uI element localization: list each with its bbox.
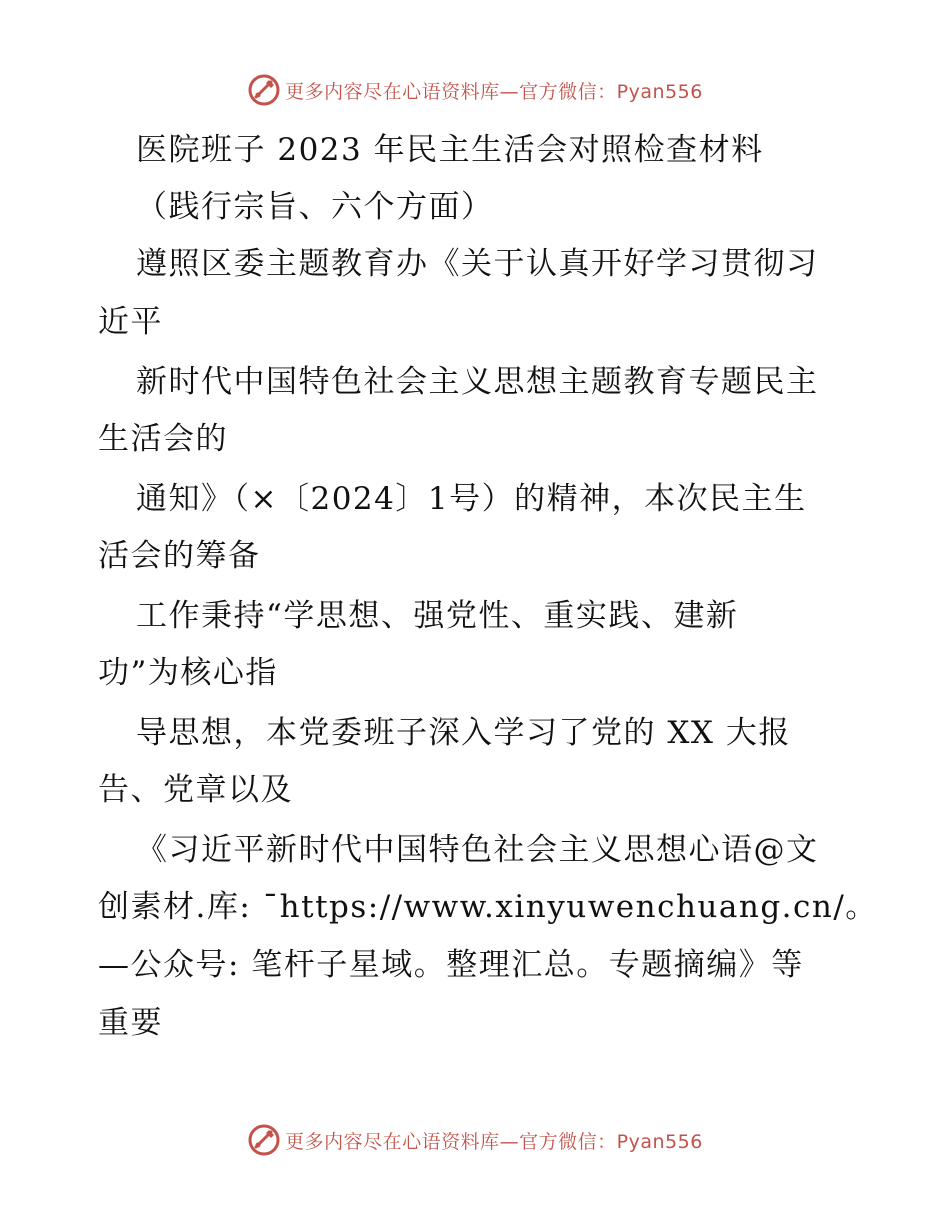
paragraph-line: 活会的筹备	[98, 538, 261, 574]
paragraph-line: 《习近平新时代中国特色社会主义思想心语@文	[136, 832, 819, 868]
paragraph-line: 创素材.库: ¯https://www.xinyuwenchuang.cn/。	[98, 889, 878, 925]
document-subtitle: （践行宗旨、六个方面）	[136, 189, 494, 225]
paragraph-line: 生活会的	[98, 421, 228, 457]
header-watermark	[0, 70, 950, 110]
document-title: 医院班子 2023 年民主生活会对照检查材料	[136, 132, 764, 168]
brand-logo-icon	[247, 73, 281, 107]
paragraph-line: 通知》（×〔2024〕1号）的精神，本次民主生	[136, 481, 807, 517]
footer-watermark	[0, 1120, 950, 1160]
paragraph-line: 重要	[98, 1005, 163, 1041]
paragraph-line: 遵照区委主题教育办《关于认真开好学习贯彻习	[136, 246, 819, 282]
paragraph-line: —公众号: 笔杆子星域。整理汇总。专题摘编》等	[98, 947, 804, 983]
header-watermark-text: 更多内容尽在心语资料库—官方微信：Pyan556	[285, 80, 703, 103]
brand-logo-icon	[247, 1123, 281, 1157]
paragraph-line: 导思想，本党委班子深入学习了党的 XX 大报	[136, 715, 791, 751]
paragraph-line: 功”为核心指	[98, 655, 278, 691]
footer-watermark-text: 更多内容尽在心语资料库—官方微信：Pyan556	[285, 1130, 703, 1153]
paragraph-line: 近平	[98, 304, 163, 340]
paragraph-line: 告、党章以及	[98, 772, 293, 808]
paragraph-line: 新时代中国特色社会主义思想主题教育专题民主	[136, 364, 819, 400]
paragraph-line: 工作秉持“学思想、强党性、重实践、建新	[136, 598, 739, 634]
